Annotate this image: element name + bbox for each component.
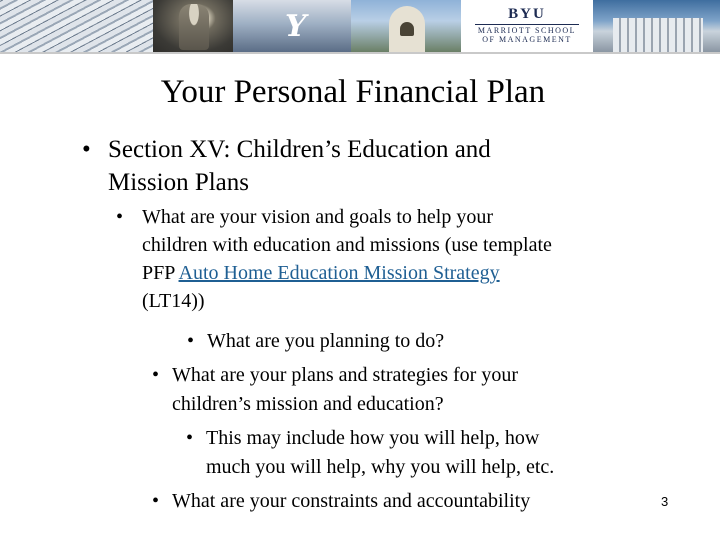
sub2-line-1: This may include how you will help, how: [206, 427, 540, 449]
sub-question-planning: What are you planning to do?: [207, 330, 445, 352]
bullet-section: •: [82, 136, 91, 163]
bullet-q2: •: [152, 364, 160, 386]
bullet-q1: •: [116, 206, 124, 228]
q1-line-1: What are your vision and goals to help your: [142, 206, 494, 228]
building-shape: [613, 18, 703, 52]
logo-rule: [475, 24, 579, 25]
bullet-sub1: •: [187, 330, 195, 352]
q1-line-3: [142, 259, 642, 287]
slide-title: Your Personal Financial Plan: [160, 74, 546, 110]
section-line-2: Mission Plans: [108, 169, 250, 196]
question-1: [142, 203, 642, 315]
bullet-sub2: •: [186, 427, 194, 449]
page-number: 3: [661, 494, 669, 509]
statue-shape: [179, 4, 209, 50]
q2-line-2: children’s mission and education?: [172, 393, 444, 415]
header-divider: [0, 52, 720, 54]
logo-byu: BYU: [508, 6, 546, 22]
banner-image-bell-tower: [351, 0, 461, 52]
byu-marriott-logo: [461, 0, 593, 52]
q1-line-2: children with education and missions (use template: [142, 234, 552, 256]
logo-subline: OF MANAGEMENT: [482, 35, 572, 44]
banner-image-statue: [153, 0, 233, 52]
banner-image-architecture: [0, 0, 153, 52]
banner-image-building: [593, 0, 720, 52]
header-banner: [0, 0, 720, 52]
q1-prefix: PFP: [142, 262, 179, 284]
section-line-1: Section XV: Children’s Education and: [108, 136, 491, 163]
q3-line: What are your constraints and accountability: [172, 490, 531, 512]
q2-line-1: What are your plans and strategies for your: [172, 364, 518, 386]
template-link[interactable]: Auto Home Education Mission Strategy: [178, 262, 500, 284]
sub2-line-2: much you will help, why you will help, etc.: [206, 456, 555, 478]
bullet-q3: •: [152, 490, 160, 512]
y-logo-glyph: Y: [285, 9, 307, 44]
bell-icon: [400, 22, 414, 36]
banner-image-y-mountain: [233, 0, 351, 52]
section-heading: [108, 133, 608, 199]
q1-line-4: (LT14)): [142, 290, 205, 312]
logo-school: MARRIOTT SCHOOL: [477, 26, 577, 35]
